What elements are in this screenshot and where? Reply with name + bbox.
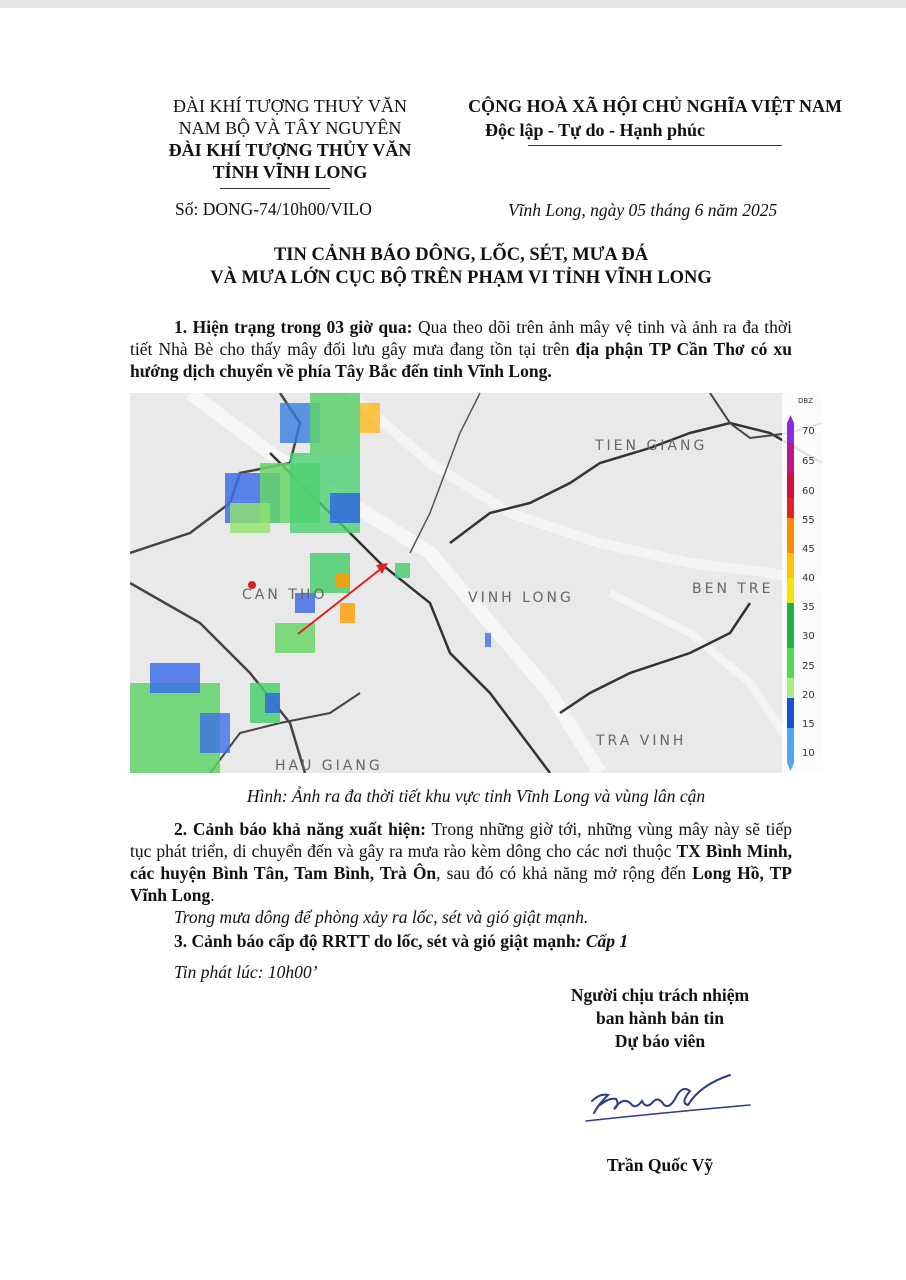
dbz-legend: [782, 393, 822, 773]
section-3: [174, 930, 628, 952]
legend-tick: 40: [802, 573, 815, 584]
section-2-heading: 2. Cảnh báo khả năng xuất hiện:: [174, 819, 427, 839]
legend-tick: 20: [802, 690, 815, 701]
label-tien-giang: TIEN GIANG: [595, 438, 708, 454]
section-2-bold-places-2: Long Hồ, TP Vĩnh Long: [130, 863, 792, 905]
section-1: [130, 316, 792, 382]
section-2-note: Trong mưa dông để phòng xảy ra lốc, sét và gió giật mạnh.: [174, 907, 589, 927]
legend-tick: 25: [802, 661, 815, 672]
radar-map: [130, 393, 822, 773]
agency-line-4: TỈNH VĨNH LONG: [212, 162, 368, 182]
motto-underline: [528, 145, 782, 146]
signer-role-1: Người chịu trách nhiệm: [570, 985, 750, 1005]
legend-tick: 10: [802, 748, 815, 759]
section-2-text-a: Trong những giờ tới, những vùng mây này sẽ tiếp tục phát triển, di chuyển đến và gây ra mưa rào kèm dông cho các nơi thuộc: [130, 819, 792, 861]
title-line-2: VÀ MƯA LỚN CỤC BỘ TRÊN PHẠM VI TỈNH VĨNH LONG: [210, 268, 712, 288]
issued-time: Tin phát lúc: 10h00’: [174, 962, 318, 982]
label-tra-vinh: TRA VINH: [596, 733, 687, 749]
section-1-text: Qua theo dõi trên ảnh mây vệ tinh và ảnh ra đa thời tiết Nhà Bè cho thấy mây đối lưu gây mưa đang tồn tại trên: [130, 317, 792, 359]
label-ben-tre: BEN TRE: [692, 581, 774, 597]
legend-tick: 60: [802, 486, 815, 497]
section-2-text-e: .: [210, 885, 215, 905]
signer-name: Trần Quốc Vỹ: [606, 1155, 714, 1175]
legend-tick: 55: [802, 515, 815, 526]
legend-tick: 45: [802, 544, 815, 555]
section-2: [130, 818, 792, 906]
agency-underline: [220, 188, 330, 189]
agency-block: [140, 95, 440, 183]
date-line: Vĩnh Long, ngày 05 tháng 6 năm 2025: [508, 200, 778, 220]
signature-block: [530, 984, 790, 1053]
legend-tick: 30: [802, 631, 815, 642]
section-2-text-c: , sau đó có khả năng mở rộng đến: [436, 863, 693, 883]
section-3-level: : Cấp 1: [575, 931, 629, 951]
agency-line-3: ĐÀI KHÍ TƯỢNG THỦY VĂN: [168, 140, 412, 160]
motto: Độc lập - Tự do - Hạnh phúc: [484, 120, 706, 140]
signer-role-2: ban hành bản tin: [596, 1008, 724, 1028]
legend-unit: DBZ: [798, 397, 813, 405]
section-3-text: 3. Cảnh báo cấp độ RRTT do lốc, sét và gió giật mạnh: [174, 931, 576, 951]
legend-tick: 65: [802, 456, 815, 467]
document-number: Số: DONG-74/10h00/VILO: [175, 199, 372, 219]
top-bar: [0, 0, 906, 8]
map-caption: Hình: Ảnh ra đa thời tiết khu vực tỉnh Vĩnh Long và vùng lân cận: [246, 786, 706, 806]
section-2-bold-places: TX Bình Minh, các huyện Bình Tân, Tam Bình, Trà Ôn: [130, 841, 793, 883]
legend-tick: 70: [802, 426, 815, 437]
legend-tick: 15: [802, 719, 815, 730]
agency-line-1: ĐÀI KHÍ TƯỢNG THUỶ VĂN: [173, 96, 407, 116]
label-hau-giang: HAU GIANG: [275, 758, 383, 773]
label-can-tho: CAN THO: [242, 587, 328, 603]
handwritten-signature: [580, 1065, 760, 1130]
document-title: [130, 244, 792, 290]
legend-tick: 35: [802, 602, 815, 613]
republic-title: CỘNG HOÀ XÃ HỘI CHỦ NGHĨA VIỆT NAM: [468, 96, 842, 116]
signer-role-3: Dự báo viên: [614, 1031, 706, 1051]
radar-map-svg: [130, 393, 822, 773]
label-vinh-long: VINH LONG: [468, 590, 574, 606]
section-1-heading: 1. Hiện trạng trong 03 giờ qua:: [174, 317, 413, 337]
agency-line-2: NAM BỘ VÀ TÂY NGUYÊN: [178, 118, 402, 138]
section-1-bold: địa phận TP Cần Thơ có xu hướng dịch chuyển về phía Tây Bắc đến tỉnh Vĩnh Long.: [130, 339, 792, 381]
title-line-1: TIN CẢNH BÁO DÔNG, LỐC, SÉT, MƯA ĐÁ: [273, 245, 649, 265]
